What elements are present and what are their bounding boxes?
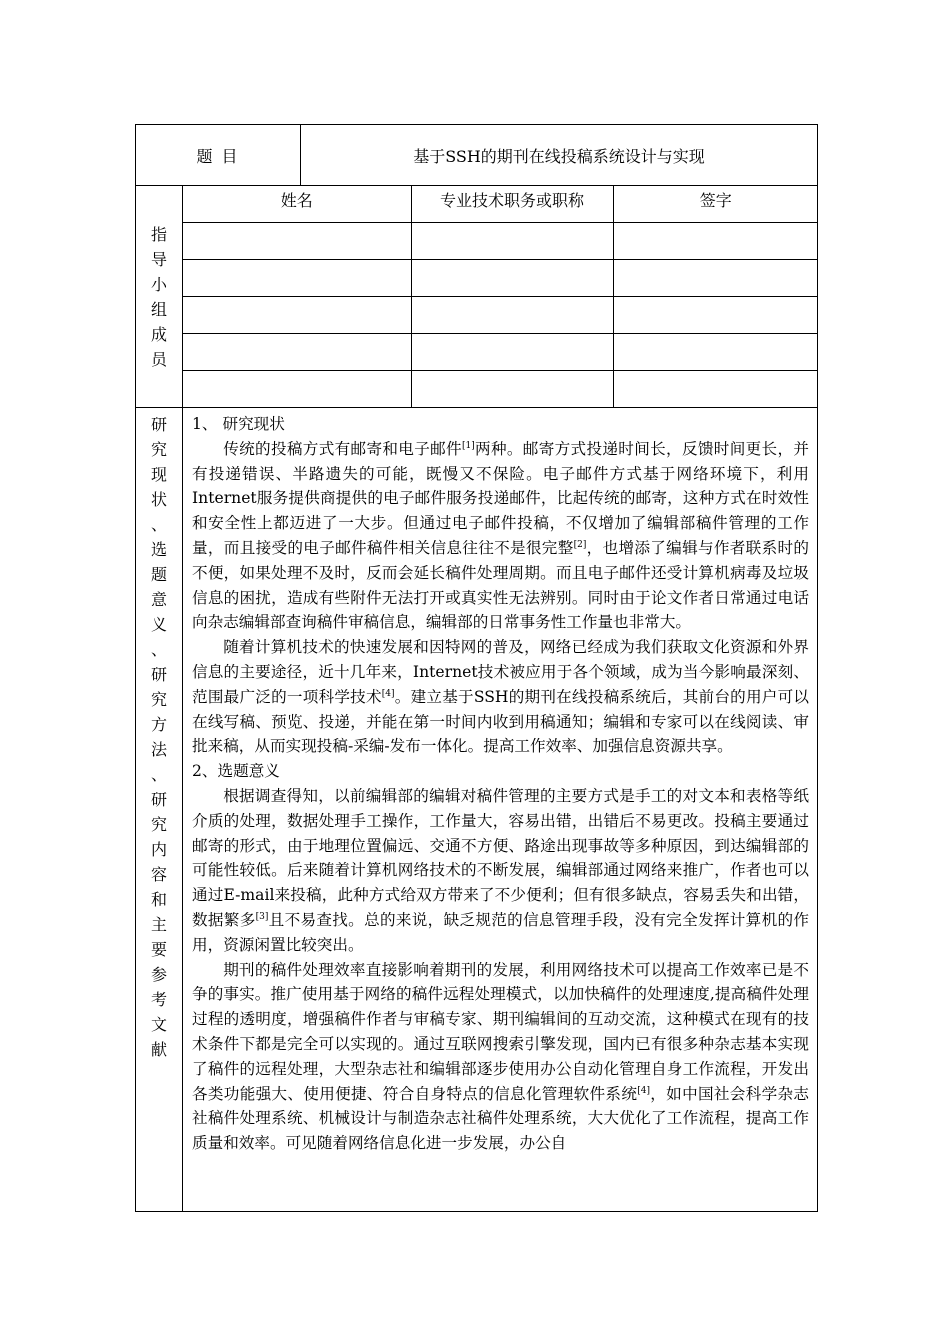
name-cell[interactable]: [183, 334, 411, 371]
title-cell[interactable]: [411, 334, 613, 371]
paragraph: 传统的投稿方式有邮寄和电子邮件[1]两种。邮寄方式投递时间长，反馈时间更长，并有投递错误、半路遗失的可能，既慢又不保险。电子邮件方式基于网络环境下，利用Internet服务提供商提供的电子邮件服务投递邮件，比起传统的邮寄，这种方式在时效性和安全性上都迈进了一大步。但通过电子邮件投稿，不仅增加了编辑部稿件管理的工作量，而且接受的电子邮件稿件相关信息往往不是很完整[2]，也增添了编辑与作者联系时的不便，如果处理不及时，反而会延长稿件处理周期。而且电子邮件还受计算机病毒及垃圾信息的困扰，造成有些附件无法打开或真实性无法辨别。同时由于论文作者日常通过电话向杂志编辑部查询稿件审稿信息，编辑部的日常事务性工作量也非常大。: [192, 439, 809, 632]
advisors-label-char: 小: [150, 274, 167, 294]
citation: [2]: [573, 539, 587, 550]
column-header-signature: 签字: [613, 186, 818, 223]
form-table: [135, 124, 818, 1212]
advisors-label-char: 员: [150, 349, 167, 369]
topic-value: 基于SSH的期刊在线投稿系统设计与实现: [301, 125, 818, 186]
research-label-char: 研: [150, 790, 167, 809]
research-label-char: 、: [150, 515, 167, 534]
title-cell[interactable]: [411, 260, 613, 297]
advisors-row: [136, 186, 818, 408]
research-label: [136, 408, 183, 1212]
advisors-label-char: 导: [150, 249, 167, 269]
signature-cell[interactable]: [613, 371, 818, 408]
signature-cell[interactable]: [613, 260, 818, 297]
topic-label: 题 目: [136, 125, 301, 186]
signature-cell[interactable]: [613, 297, 818, 334]
title-cell[interactable]: [411, 297, 613, 334]
research-label-char: 主: [150, 915, 167, 934]
research-label-char: 要: [150, 940, 167, 959]
name-cell[interactable]: [183, 297, 411, 334]
table-row: [183, 371, 818, 408]
name-cell[interactable]: [183, 223, 411, 260]
research-label-char: 方: [150, 715, 167, 734]
table-row: [183, 223, 818, 260]
research-label-char: 内: [150, 840, 167, 859]
signature-cell[interactable]: [613, 223, 818, 260]
paragraph: 根据调查得知，以前编辑部的编辑对稿件管理的主要方式是手工的对文本和表格等纸介质的处理，数据处理手工操作，工作量大，容易出错，出错后不易更改。投稿主要通过邮寄的形式，由于地理位置偏远、交通不方便、路途出现事故等多种原因，到达编辑部的可能性较低。后来随着计算机网络技术的不断发展，编辑部通过网络来推广，作者也可以通过E-mail来投稿，此种方式给双方带来了不少便利；但有很多缺点，容易丢失和出错，数据繁多[3]且不易查找。总的来说，缺乏规范的信息管理手段，没有完全发挥计算机的作用，资源闲置比较突出。: [192, 786, 809, 954]
citation: [4]: [381, 688, 395, 699]
research-label-char: 和: [150, 890, 167, 909]
column-header-name: 姓名: [183, 186, 411, 223]
research-label-char: 题: [150, 565, 167, 584]
research-label-char: 究: [150, 690, 167, 709]
research-row: [136, 408, 818, 1212]
paragraph: 随着计算机技术的快速发展和因特网的普及，网络已经成为我们获取文化资源和外界信息的主要途径，近十几年来，Internet技术被应用于各个领域，成为当今影响最深刻、范围最广泛的一项科学技术[4]。建立基于SSH的期刊在线投稿系统后，其前台的用户可以在线写稿、预览、投递，并能在第一时间内收到用稿通知；编辑和专家可以在线阅读、审批来稿，从而实现投稿-采编-发布一体化。提高工作效率、加强信息资源共享。: [192, 638, 809, 756]
research-label-char: 究: [150, 815, 167, 834]
research-label-char: 选: [150, 540, 167, 559]
advisors-label-char: 指: [150, 224, 167, 244]
topic-row: [136, 125, 818, 186]
research-label-char: 容: [150, 865, 167, 884]
research-label-char: 状: [150, 490, 167, 509]
name-cell[interactable]: [183, 260, 411, 297]
research-label-char: 义: [150, 615, 167, 634]
research-content-cell: [183, 408, 818, 1212]
citation: [1]: [461, 440, 475, 451]
research-label-char: 究: [150, 440, 167, 459]
citation: [4]: [637, 1085, 650, 1096]
column-header-title: 专业技术职务或职称: [411, 186, 613, 223]
proposal-form: [135, 124, 817, 1212]
research-label-char: 文: [150, 1015, 167, 1034]
research-content: [192, 412, 809, 1156]
table-row: [183, 260, 818, 297]
section-heading: 2、选题意义: [192, 762, 280, 781]
advisors-label-char: 组: [150, 299, 167, 319]
research-label-char: 参: [150, 965, 167, 984]
research-label-char: 、: [150, 765, 167, 784]
name-cell[interactable]: [183, 371, 411, 408]
table-row: [183, 334, 818, 371]
paragraph: 期刊的稿件处理效率直接影响着期刊的发展，利用网络技术可以提高工作效率已是不争的事实。推广使用基于网络的稿件远程处理模式，以加快稿件的处理速度,提高稿件处理过程的透明度，增强稿件作者与审稿专家、期刊编辑间的互动交流，这种模式在现有的技术条件下都是完全可以实现的。通过互联网搜索引擎发现，国内已有很多种杂志基本实现了稿件的远程处理，大型杂志社和编辑部逐步使用办公自动化管理自身工作流程，开发出各类功能强大、使用便捷、符合自身特点的信息化管理软件系统[4]，如中国社会科学杂志社稿件处理系统、机械设计与制造杂志社稿件处理系统，大大优化了工作流程，提高工作质量和效率。可见随着网络信息化进一步发展，办公自: [192, 960, 809, 1153]
citation: [3]: [255, 911, 269, 922]
research-label-char: 研: [150, 665, 167, 684]
table-row: [183, 297, 818, 334]
research-label-char: 、: [150, 640, 167, 659]
advisors-table-cell: [183, 186, 818, 408]
research-label-char: 研: [150, 415, 167, 434]
advisors-label: [136, 186, 183, 408]
advisors-label-char: 成: [150, 324, 167, 344]
advisors-header-row: [183, 186, 818, 223]
title-cell[interactable]: [411, 223, 613, 260]
advisors-table: [183, 186, 818, 407]
research-label-char: 现: [150, 465, 167, 484]
research-label-char: 法: [150, 740, 167, 759]
research-label-char: 献: [150, 1040, 167, 1059]
section-heading: 1、 研究现状: [192, 415, 285, 433]
title-cell[interactable]: [411, 371, 613, 408]
research-label-char: 考: [150, 990, 167, 1009]
signature-cell[interactable]: [613, 334, 818, 371]
research-label-char: 意: [150, 590, 167, 609]
